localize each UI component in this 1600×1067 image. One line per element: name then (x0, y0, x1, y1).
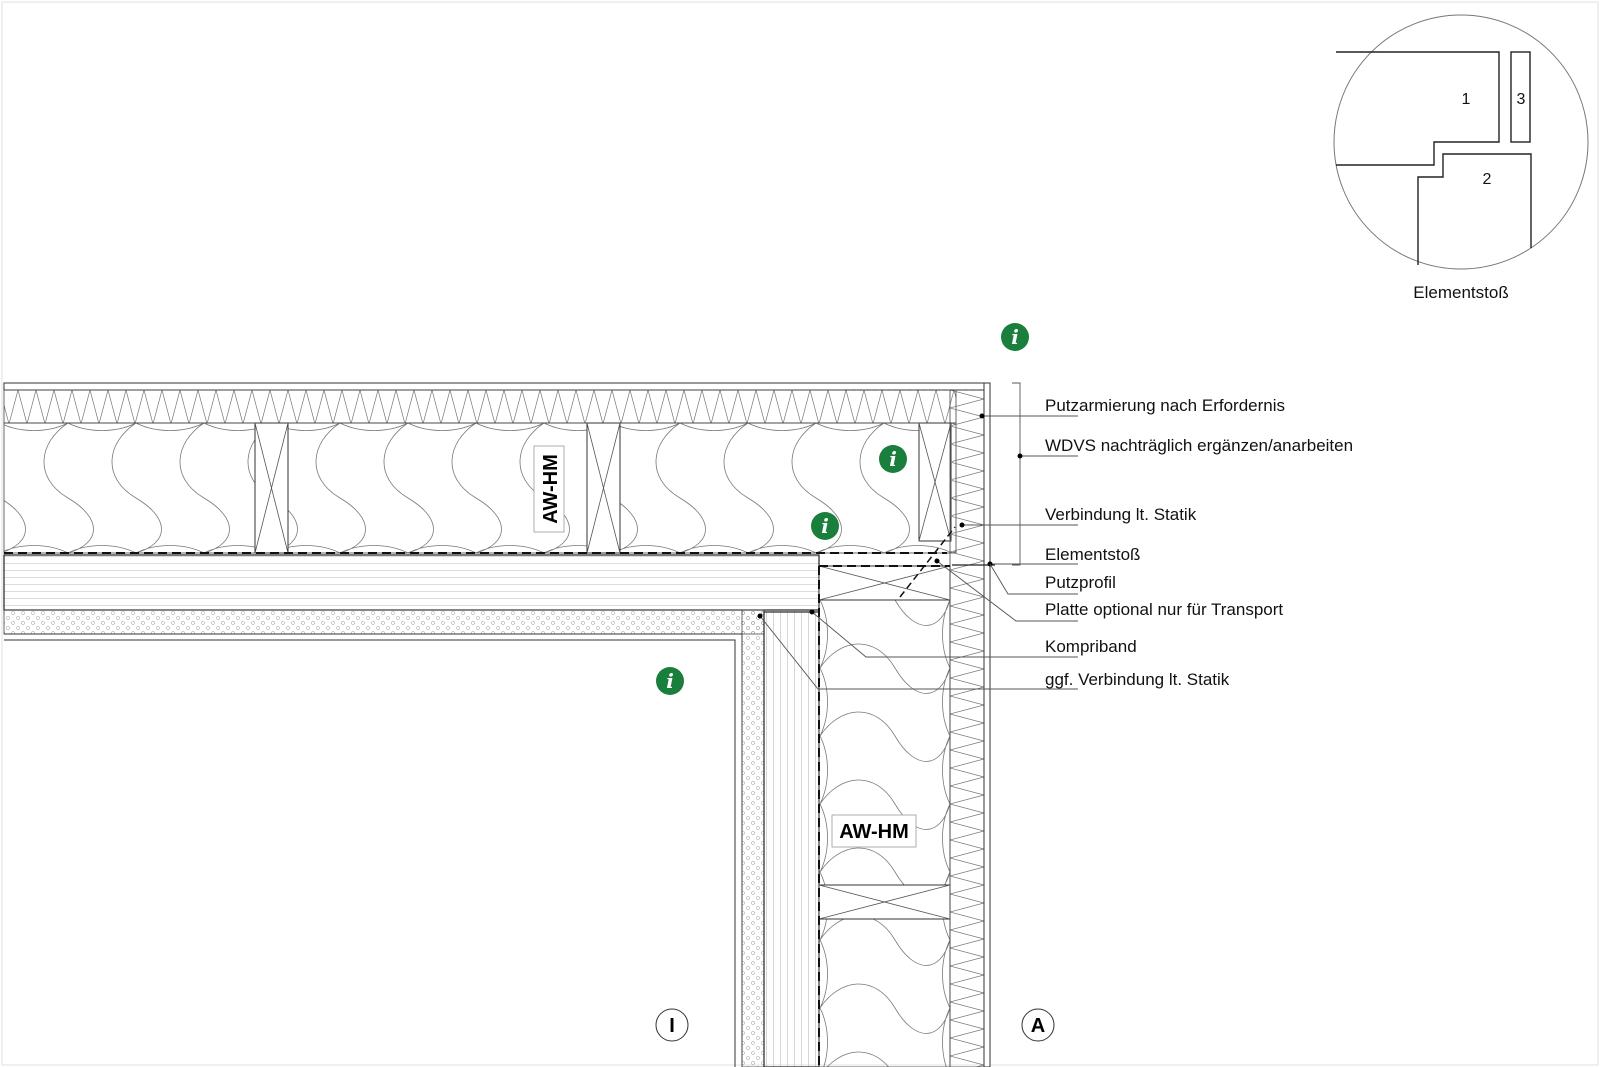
wall-tag-horizontal (534, 446, 564, 532)
inner-lining-edge (4, 640, 735, 1067)
label-kompriband: Kompriband (1045, 637, 1137, 656)
stud-1 (255, 423, 288, 553)
svg-text:i: i (1011, 325, 1019, 349)
axis-marker-outside (1022, 1009, 1054, 1041)
wdvs-board-horizontal (4, 390, 956, 423)
label-putzarmierung: Putzarmierung nach Erfordernis (1045, 396, 1286, 415)
inset-detail (1334, 15, 1588, 302)
wall-tag-vertical-text: AW-HM (839, 821, 909, 843)
inner-lining-horizontal (4, 634, 742, 1067)
inset-part-2-number: 2 (1482, 171, 1492, 188)
label-putzprofil: Putzprofil (1045, 573, 1116, 592)
svg-text:i: i (666, 669, 674, 693)
axis-marker-inside (656, 1009, 688, 1041)
stud-2 (587, 423, 620, 553)
info-icon[interactable] (879, 445, 907, 473)
inset-part-3-number: 3 (1516, 91, 1526, 108)
wdvs-board-vertical (950, 390, 984, 1067)
inset-part-1-number: 1 (1461, 91, 1471, 108)
label-verbindung: Verbindung lt. Statik (1045, 505, 1197, 524)
label-ggf-verbindung: ggf. Verbindung lt. Statik (1045, 670, 1230, 689)
label-wdvs: WDVS nachträglich ergänzen/anarbeiten (1045, 436, 1354, 455)
label-platte-optional: Platte optional nur für Transport (1045, 600, 1284, 619)
inner-board-horizontal (4, 610, 764, 634)
inset-caption: Elementstoß (1413, 283, 1509, 302)
info-icon[interactable] (656, 667, 684, 695)
svg-text:i: i (821, 514, 829, 538)
stud-vertical-wall (819, 885, 950, 919)
info-icon[interactable] (1001, 323, 1029, 351)
transport-plate (819, 566, 950, 600)
timber-panel-horizontal (4, 555, 819, 610)
info-icon[interactable] (811, 512, 839, 540)
axis-outside-label: A (1030, 1015, 1046, 1037)
render-layer-vertical (984, 383, 990, 1067)
stud-3 (919, 423, 951, 541)
axis-inside-label: I (669, 1015, 675, 1037)
inner-board-vertical (742, 610, 764, 1067)
label-elementstoss: Elementstoß (1045, 545, 1141, 564)
wall-tag-vertical (832, 815, 916, 847)
render-layer (4, 383, 990, 390)
wall-tag-horizontal-text: AW-HM (540, 454, 562, 524)
svg-text:i: i (889, 447, 897, 471)
